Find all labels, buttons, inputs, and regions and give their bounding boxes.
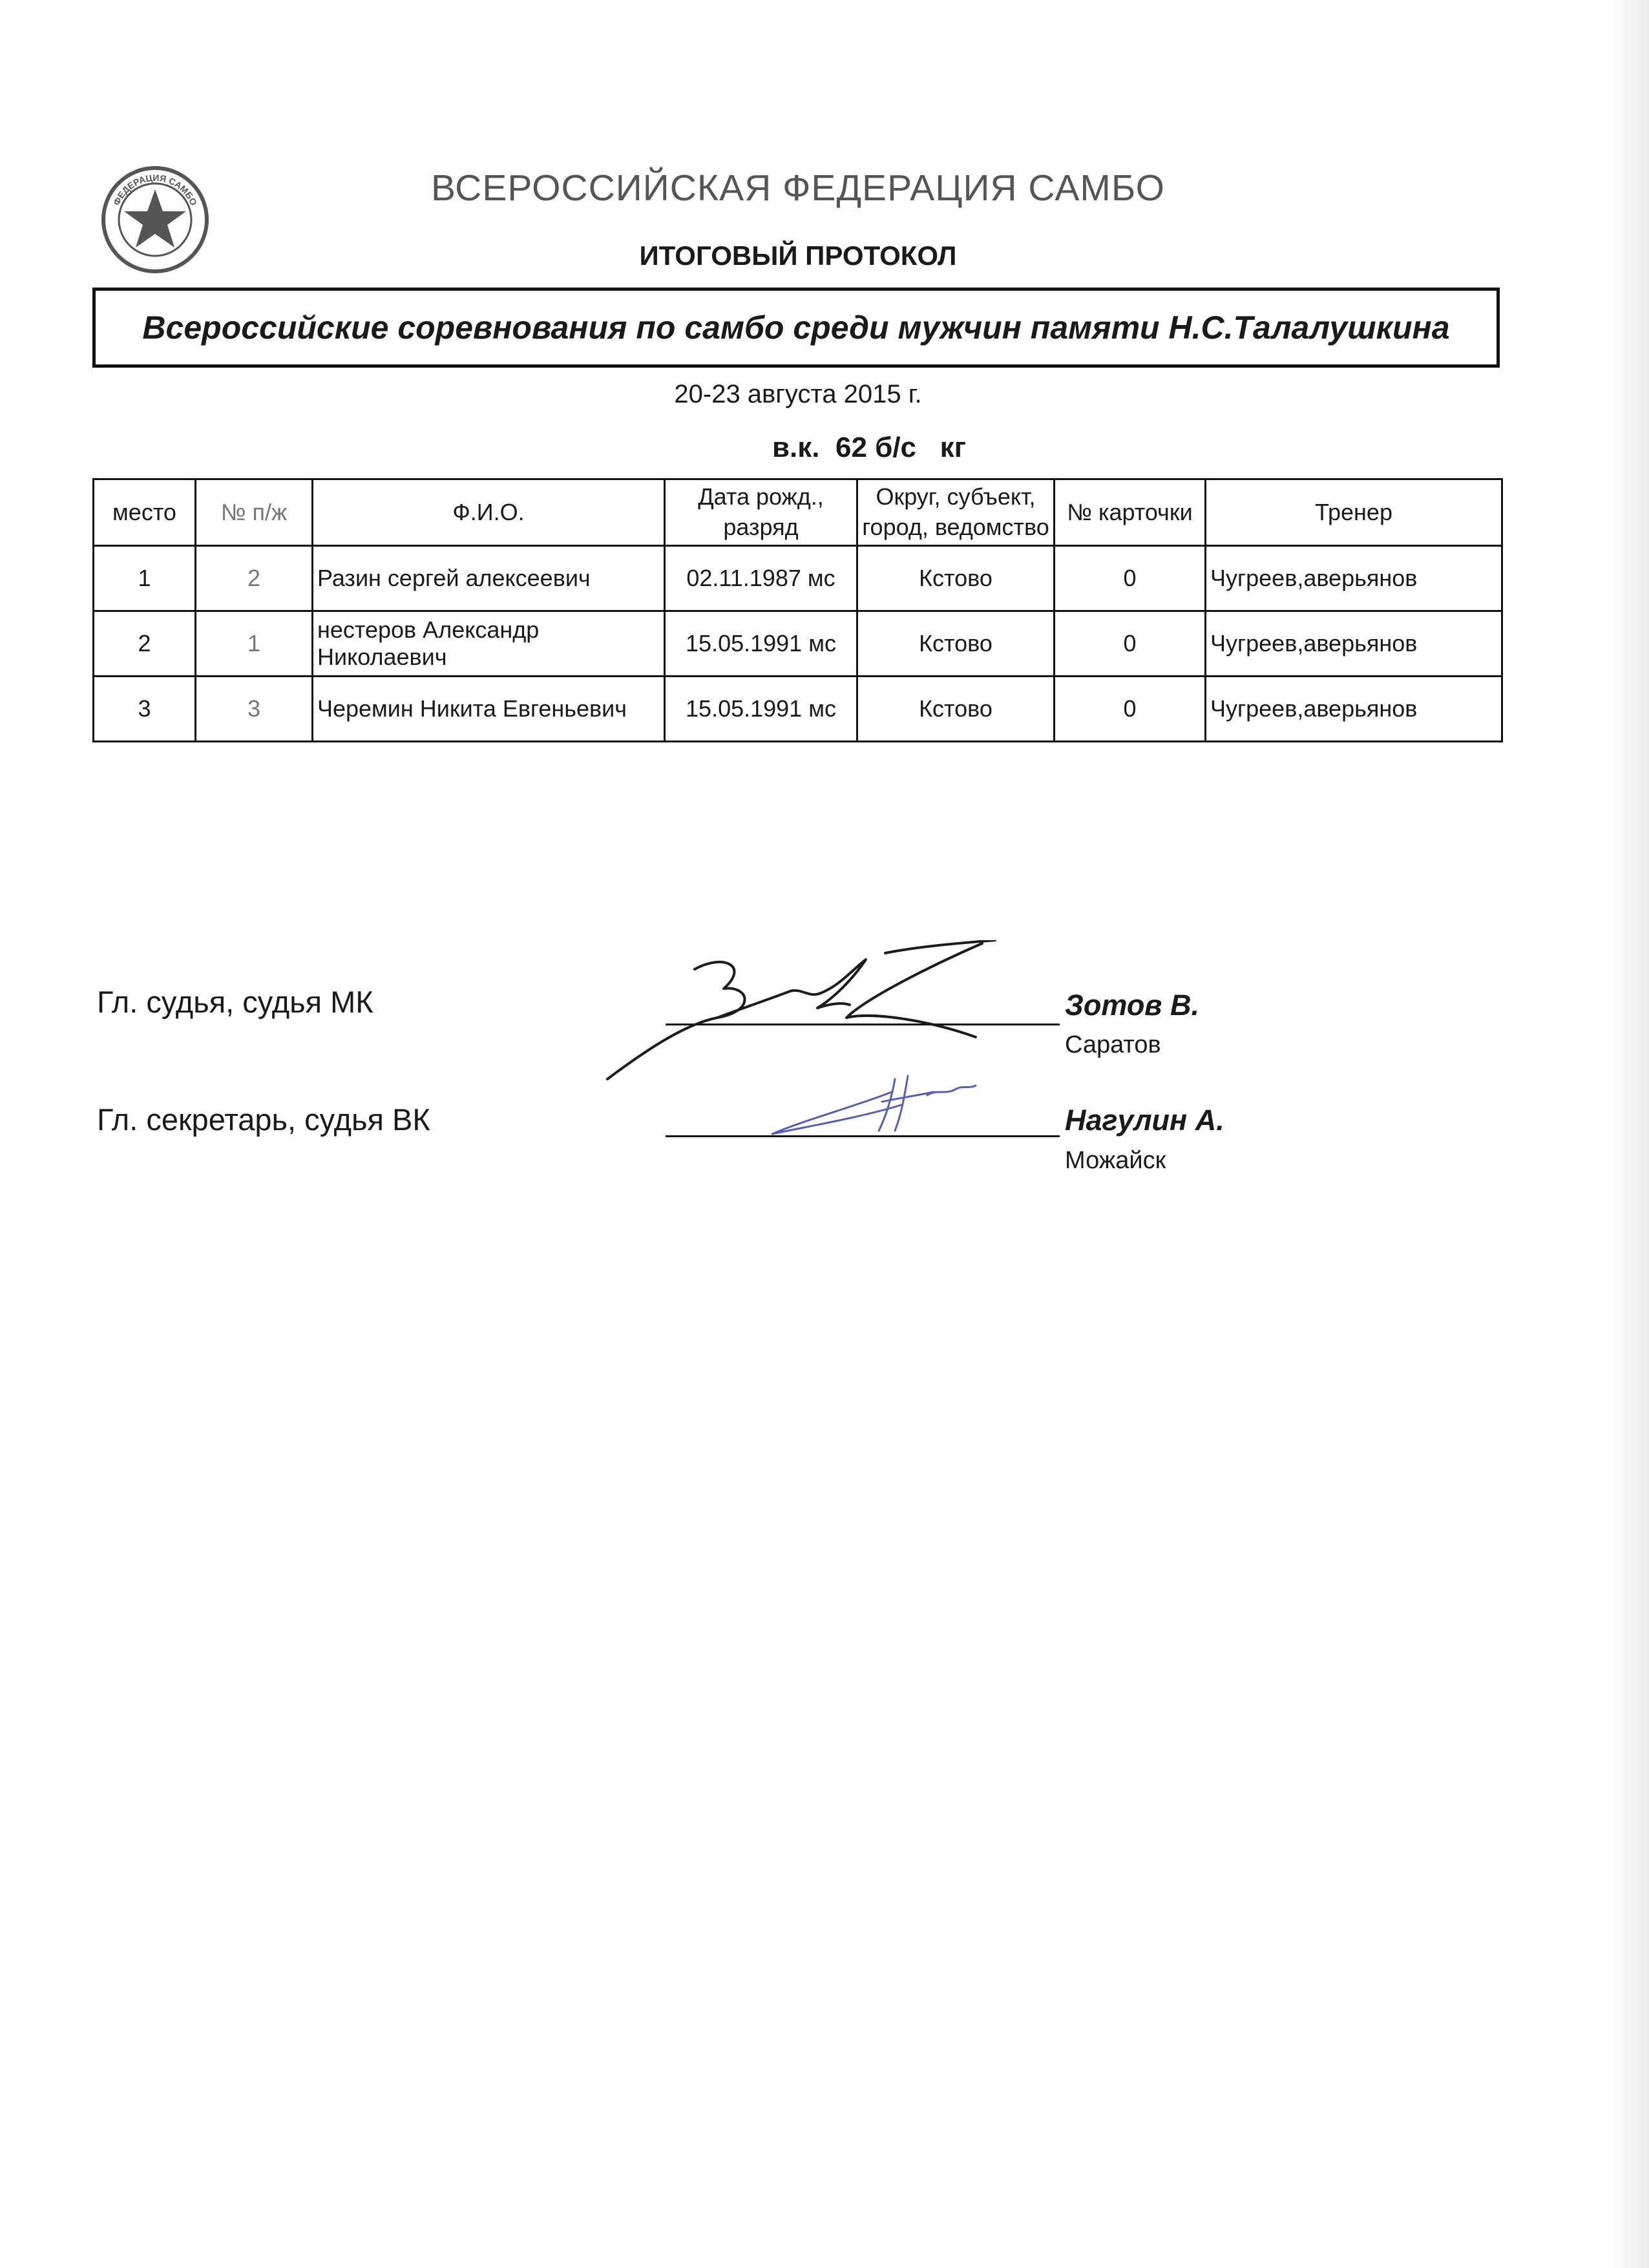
cell-birth-rank: 15.05.1991 мс — [665, 611, 857, 677]
col-header-region — [857, 479, 1055, 546]
col-header-name: Ф.И.О. — [313, 479, 665, 546]
svg-text:ФЕДЕРАЦИЯ САМБО: ФЕДЕРАЦИЯ САМБО — [110, 172, 200, 207]
table-row — [94, 677, 1502, 742]
competition-dates: 20-23 августа 2015 г. — [674, 380, 922, 408]
chief-secretary-signature — [762, 1066, 982, 1144]
cell-name: Черемин Никита Евгеньевич — [313, 677, 665, 742]
cell-birth-rank: 02.11.1987 мс — [665, 546, 857, 611]
results-table — [92, 478, 1503, 742]
scan-edge-shadow — [1610, 0, 1649, 2268]
competition-title: Всероссийские соревнования по самбо среди мужчин памяти Н.С.Талалушкина — [142, 310, 1450, 346]
cell-region: Кстово — [857, 677, 1055, 742]
weight-class: в.к. 62 б/с кг — [772, 432, 967, 463]
cell-draw-number: 3 — [196, 677, 313, 742]
cell-draw-number: 2 — [196, 546, 313, 611]
cell-region: Кстово — [857, 546, 1055, 611]
chief-judge-role: Гл. судья, судья МК — [97, 985, 373, 1019]
cell-card-number: 0 — [1055, 546, 1206, 611]
cell-card-number: 0 — [1055, 677, 1206, 742]
cell-place: 1 — [94, 546, 196, 611]
cell-region: Кстово — [857, 611, 1055, 677]
competition-title-box — [92, 288, 1500, 368]
cell-name: Разин сергей алексеевич — [313, 546, 665, 611]
cell-coach: Чугреев,аверьянов — [1206, 677, 1502, 742]
chief-judge-city: Саратов — [1065, 1031, 1161, 1058]
table-header-row — [94, 479, 1502, 546]
document-type: ИТОГОВЫЙ ПРОТОКОЛ — [639, 240, 957, 271]
col-header-birth-line1: Дата рожд., — [698, 483, 824, 510]
cell-coach: Чугреев,аверьянов — [1206, 546, 1502, 611]
cell-name: нестеров Александр Николаевич — [313, 611, 665, 677]
cell-place: 2 — [94, 611, 196, 677]
chief-secretary-role: Гл. секретарь, судья ВК — [97, 1102, 430, 1137]
organization-name: ВСЕРОССИЙСКАЯ ФЕДЕРАЦИЯ САМБО — [431, 167, 1165, 209]
table-row — [94, 611, 1502, 677]
cell-card-number: 0 — [1055, 611, 1206, 677]
table-row — [94, 546, 1502, 611]
col-header-birth-rank — [665, 479, 857, 546]
col-header-draw-number: № п/ж — [196, 479, 313, 546]
cell-coach: Чугреев,аверьянов — [1206, 611, 1502, 677]
col-header-region-line2: город, ведомство — [862, 514, 1049, 540]
col-header-region-line1: Округ, субъект, — [876, 483, 1036, 510]
chief-secretary-city: Можайск — [1065, 1147, 1166, 1174]
cell-birth-rank: 15.05.1991 мс — [665, 677, 857, 742]
cell-place: 3 — [94, 677, 196, 742]
col-header-card-number: № карточки — [1055, 479, 1206, 546]
chief-secretary-name: Нагулин А. — [1065, 1104, 1224, 1137]
cell-draw-number: 1 — [196, 611, 313, 677]
col-header-place: место — [94, 479, 196, 546]
chief-judge-name: Зотов В. — [1065, 989, 1199, 1022]
col-header-birth-line2: разряд — [723, 514, 799, 540]
col-header-coach: Тренер — [1206, 479, 1502, 546]
